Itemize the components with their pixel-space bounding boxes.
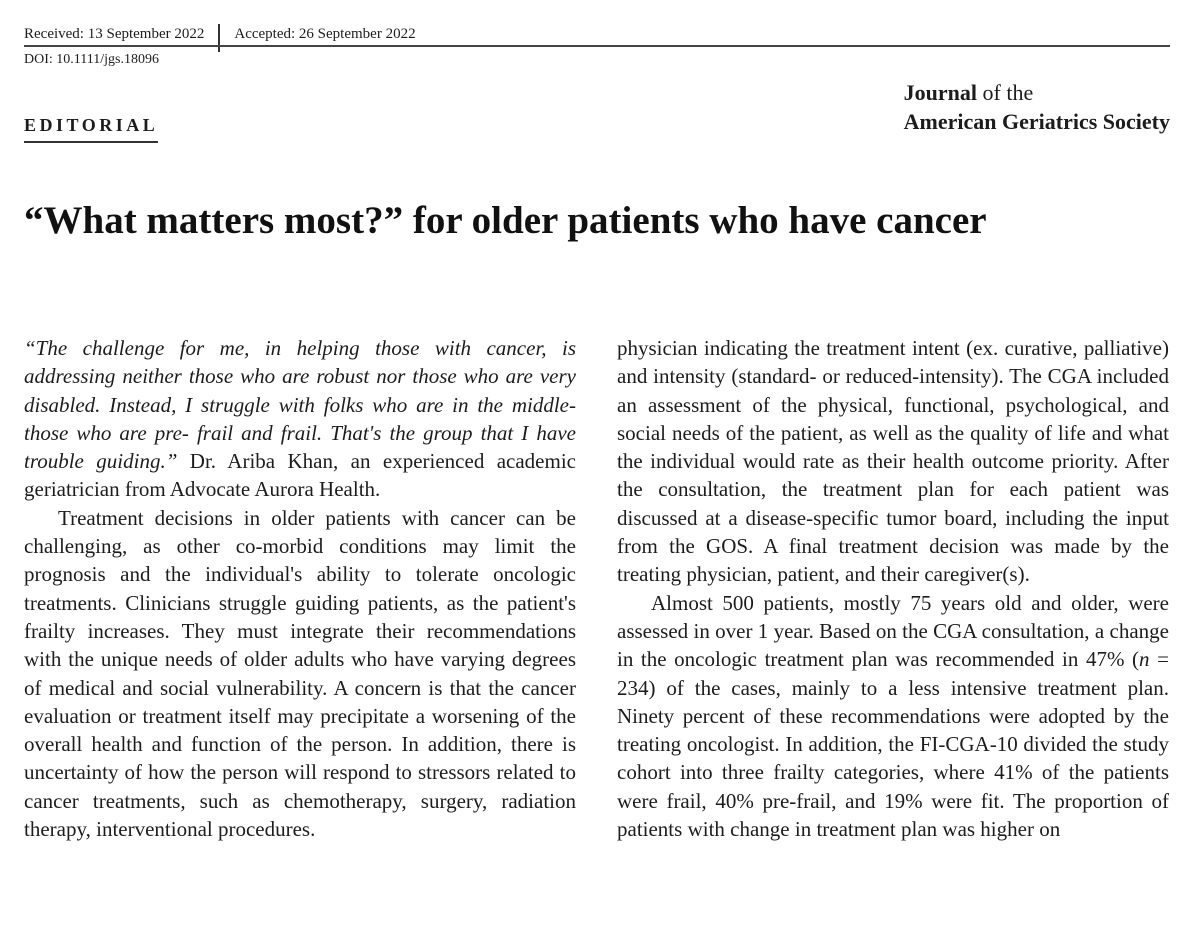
opening-quote: “The challenge for me, in helping those with cancer, is addressing neither those who are robust nor those who are very disabled. Instead, I struggle with folks who are in the middle- those who are pre- frail and frail. That's the group that I have trouble guiding.” <box>24 336 576 474</box>
header-rule <box>24 45 1170 47</box>
opening-quote-paragraph <box>24 334 576 504</box>
right-paragraph-1: physician indicating the treatment intent (ex. curative, palliative) and intensity (standard- or reduced-intensity). The CGA included an assessment of the physical, functional, psychological, and social needs of the patient, as well as the quality of life and what the individual would rate as their health outcome priority. After the consultation, the treatment plan for each patient was discussed at a disease-specific tumor board, including the input from the GOS. A final treatment decision was made by the treating physician, patient, and their caregiver(s). <box>617 336 1169 587</box>
journal-of-the: of the <box>977 80 1034 105</box>
article-title: “What matters most?” for older patients who have cancer <box>24 199 987 242</box>
accepted-date: Accepted: 26 September 2022 <box>234 25 416 42</box>
sample-size-symbol: n <box>1139 647 1150 672</box>
date-divider <box>218 24 220 52</box>
right-paragraph-2-part-a: Almost 500 patients, mostly 75 years old and older, were assessed in over 1 year. Based on the CGA consultation, a change in the oncologic treatment plan was recommended in 47% ( <box>617 590 1169 672</box>
left-column <box>24 334 576 843</box>
doi: DOI: 10.1111/jgs.18096 <box>24 52 159 67</box>
article-dates <box>24 20 416 48</box>
received-date: Received: 13 September 2022 <box>24 25 205 42</box>
journal-line-2: American Geriatrics Society <box>903 109 1170 134</box>
right-paragraph-2 <box>617 589 1169 844</box>
section-label: EDITORIAL <box>24 115 158 143</box>
left-paragraph-2: Treatment decisions in older patients with cancer can be challenging, as other co-morbid conditions may limit the prognosis and the individual's ability to tolerate oncologic treatments. Clinicians struggle guiding patients, as the patient's frailty increases. They must integrate their recommendations with the unique needs of older adults who have varying degrees of medical and social vulnerability. A concern is that the cancer evaluation or treatment itself may precipitate a worsening of the overall health and function of the person. In addition, there is uncertainty of how the person will respond to stressors related to cancer treatments, such as chemotherapy, surgery, radiation therapy, interventional procedures. <box>24 505 576 842</box>
right-paragraph-2-part-b: = 234) of the cases, mainly to a less intensive treatment plan. Ninety percent of these recommendations were adopted by the treating oncologist. In addition, the FI-CGA-10 divided the study cohort into three frailty categories, where 41% of the patients were frail, 40% pre-frail, and 19% were fit. The proportion of patients with change in treatment plan was higher on <box>617 647 1169 842</box>
journal-name <box>904 78 1170 136</box>
right-column <box>617 334 1169 843</box>
quote-attribution: Dr. Ariba Khan, an experienced academic geriatrician from Advocate Aurora Health. <box>24 449 576 502</box>
journal-bold: Journal <box>903 80 978 105</box>
journal-line-1 <box>904 78 1170 107</box>
